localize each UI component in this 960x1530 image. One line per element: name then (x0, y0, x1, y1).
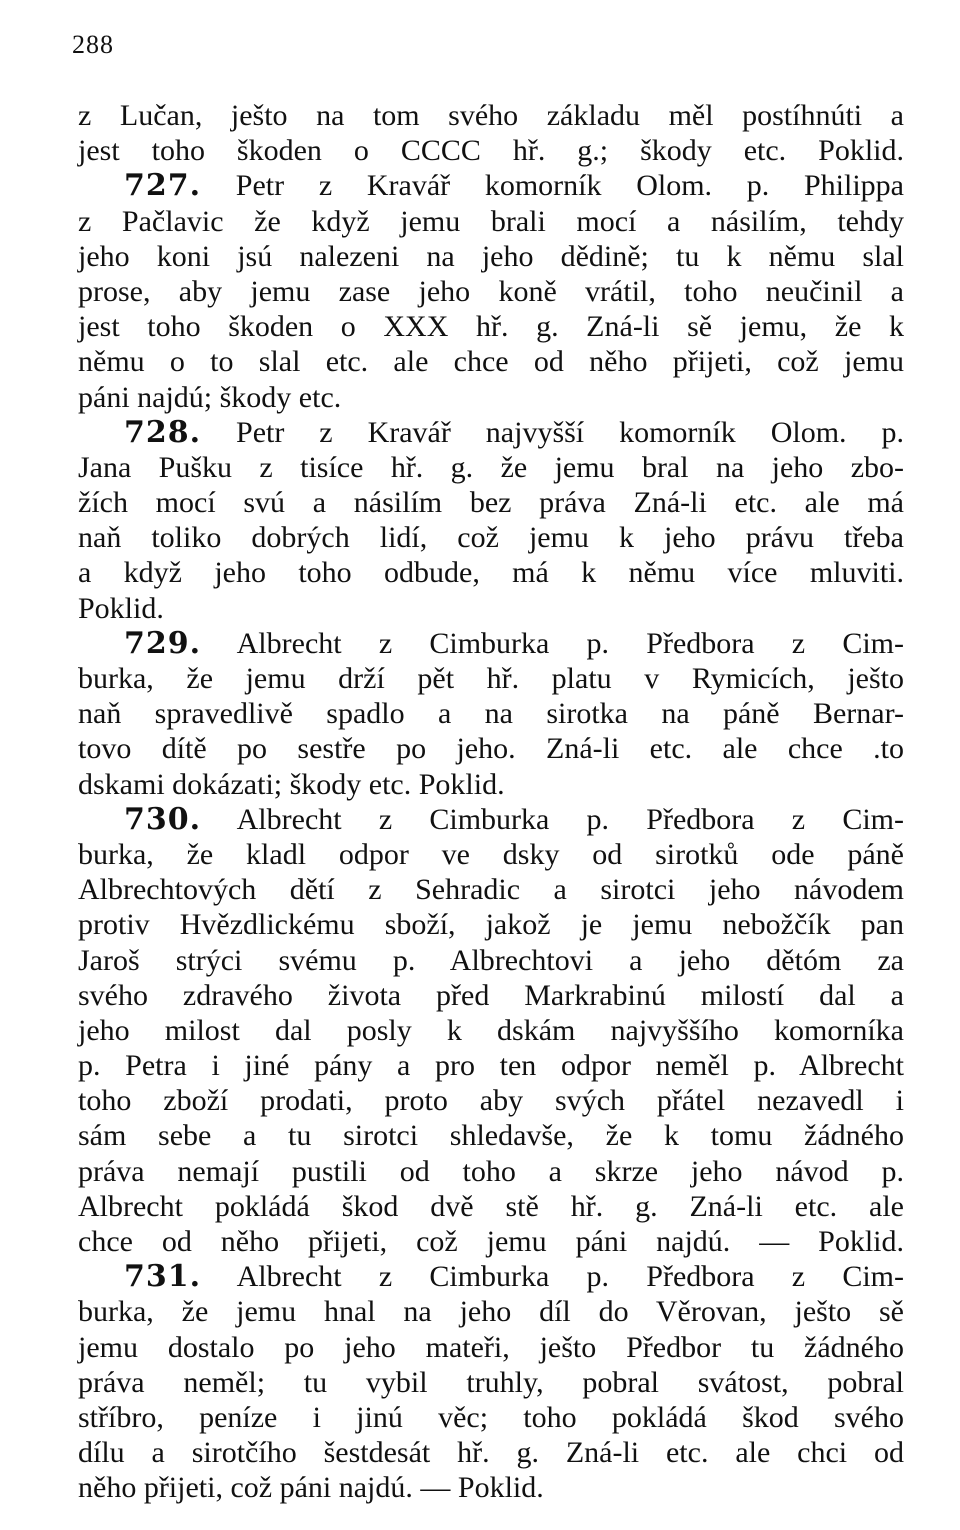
text-line (78, 872, 904, 907)
text-line (78, 274, 904, 309)
line-text: burka, že jemu drží pět hř. platu v Rymicích, ješto (78, 662, 904, 695)
line-text: jemu dostalo po jeho mateři, ješto Předbor tu žádného (78, 1330, 904, 1364)
line-text: Petr z Kravář najvyšší komorník Olom. p. (201, 415, 904, 449)
line-text: z Lučan, ješto na tom svého základu měl postíhnúti a (78, 99, 904, 132)
line-text: dskami dokázati; škody etc. Poklid. (78, 767, 505, 801)
line-text: jest toho škoden o XXX hř. g. Zná-li sě jemu, že k (78, 310, 904, 344)
document-text-body (78, 98, 904, 1506)
line-text: burka, že jemu hnal na jeho díl do Věrovan, ješto sě (78, 1295, 904, 1329)
text-line (78, 1224, 904, 1259)
text-line (78, 485, 904, 520)
line-text: jest toho škoden o CCCC hř. g.; škody etc. Poklid. (78, 134, 904, 168)
line-text: práva neměl; tu vybil truhly, pobral svátost, pobral (78, 1365, 904, 1399)
line-text: toho zboží prodati, proto aby svých přátel nezavedl i (78, 1084, 904, 1118)
entry-number: 727. (124, 168, 202, 204)
text-line (78, 626, 904, 661)
text-line (78, 978, 904, 1013)
text-line (78, 520, 904, 555)
line-text: Jana Pušku z tisíce hř. g. že jemu bral na jeho zbo- (78, 450, 904, 484)
line-text: dílu a sirotčího šestdesát hř. g. Zná-li etc. ale chci od (78, 1436, 904, 1470)
text-line (78, 1400, 904, 1435)
text-line (78, 1470, 904, 1505)
line-text: z Pačlavic že když jemu brali mocí a násilím, tehdy (78, 204, 904, 238)
entry-number: 729. (124, 625, 202, 661)
entry-number: 730. (124, 801, 202, 837)
line-text: burka, že kladl odpor ve dsky od sirotků ode páně (78, 837, 904, 871)
text-line (78, 168, 904, 203)
text-line (78, 133, 904, 168)
line-text: naň toliko dobrých lidí, což jemu k jeho právu třeba (78, 521, 904, 555)
page-number: 288 (72, 30, 114, 59)
line-text: tovo dítě po sestře po jeho. Zná-li etc. ale chce .to (78, 732, 904, 766)
text-line (78, 837, 904, 872)
text-line (78, 696, 904, 731)
text-line (78, 380, 904, 415)
line-text: p. Petra i jiné pány a pro ten odpor neměl p. Albrecht (78, 1049, 904, 1083)
text-line (78, 344, 904, 379)
line-text: jeho koni jsú nalezeni na jeho dědině; tu k němu slal (78, 239, 904, 273)
text-line (78, 1083, 904, 1118)
line-text: protiv Hvězdlickému sboží, jakož je jemu nebožčík pan (78, 908, 904, 942)
text-line (78, 1048, 904, 1083)
text-line (78, 943, 904, 978)
line-text: prose, aby jemu zase jeho koně vrátil, toho neučinil a (78, 274, 904, 308)
line-text: páni najdú; škody etc. (78, 380, 342, 414)
text-line (78, 661, 904, 696)
text-line (78, 555, 904, 590)
line-text: Albrecht z Cimburka p. Předbora z Cim- (201, 626, 904, 660)
text-line (78, 1259, 904, 1294)
line-text: Poklid. (78, 591, 164, 625)
line-text: Albrecht pokládá škod dvě stě hř. g. Zná-li etc. ale (78, 1189, 904, 1223)
line-text: němu o to slal etc. ale chce od něho přijeti, což jemu (78, 345, 904, 379)
text-line (78, 591, 904, 626)
text-line (78, 1435, 904, 1470)
text-line (78, 1189, 904, 1224)
entry-number: 731. (124, 1259, 202, 1295)
line-text: Albrecht z Cimburka p. Předbora z Cim- (201, 1260, 904, 1294)
line-text: Petr z Kravář komorník Olom. p. Philippa (201, 169, 904, 203)
line-text: svého zdravého života před Markrabinú milostí dal a (78, 978, 904, 1012)
text-line (78, 1013, 904, 1048)
line-text: a když jeho toho odbude, má k němu více mluviti. (78, 556, 904, 590)
entry-number: 728. (124, 414, 202, 450)
text-line (78, 204, 904, 239)
text-line (78, 802, 904, 837)
text-line (78, 415, 904, 450)
text-line (78, 1330, 904, 1365)
line-text: Albrechtových dětí z Sehradic a sirotci jeho návodem (78, 873, 904, 907)
text-line (78, 1294, 904, 1329)
line-text: jeho milost dal posly k dskám najvyššího komorníka (78, 1013, 904, 1047)
line-text: naň spravedlivě spadlo a na sirotka na páně Bernar- (78, 697, 904, 731)
line-text: stříbro, peníze i jinú věc; toho pokládá škod svého (78, 1400, 904, 1434)
text-line (78, 1118, 904, 1153)
line-text: sám sebe a tu sirotci shledavše, že k tomu žádného (78, 1119, 904, 1153)
text-line (78, 450, 904, 485)
line-text: práva nemají pustili od toho a skrze jeho návod p. (78, 1154, 904, 1188)
line-text: chce od něho přijeti, což jemu páni najdú. — Poklid. (78, 1225, 904, 1258)
text-line (78, 731, 904, 766)
line-text: Albrecht z Cimburka p. Předbora z Cim- (201, 802, 904, 836)
line-text: žích mocí svú a násilím bez práva Zná-li etc. ale má (78, 486, 904, 520)
text-line (78, 767, 904, 802)
text-line (78, 239, 904, 274)
line-text: Jaroš strýci svému p. Albrechtovi a jeho dětóm za (78, 943, 904, 977)
text-line (78, 309, 904, 344)
line-text: něho přijeti, což páni najdú. — Poklid. (78, 1471, 544, 1505)
text-line (78, 907, 904, 942)
text-line (78, 1365, 904, 1400)
text-line (78, 1154, 904, 1189)
text-line (78, 98, 904, 133)
